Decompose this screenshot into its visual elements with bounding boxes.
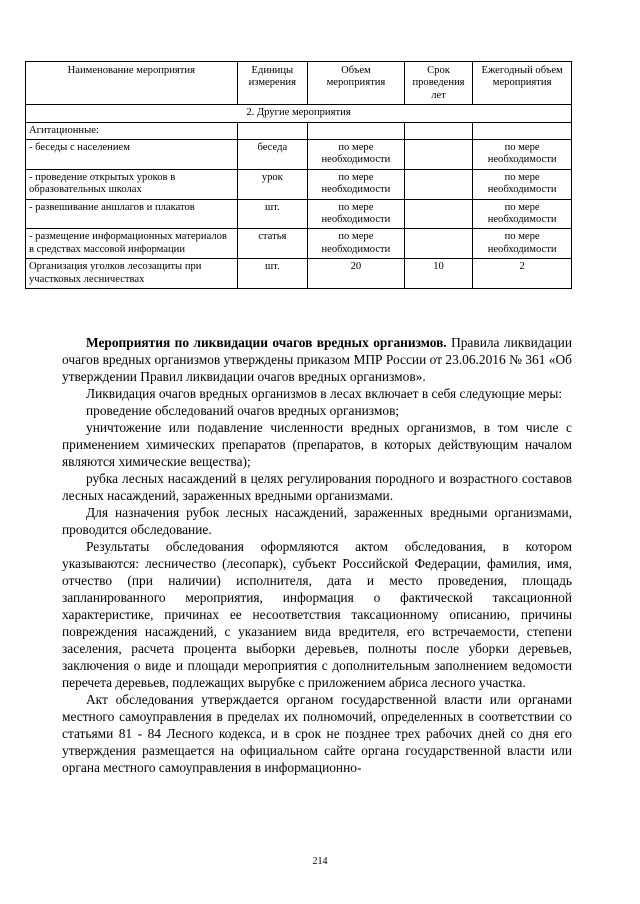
paragraph: проведение обследований очагов вредных организмов; xyxy=(86,403,400,418)
cell-name: Организация уголков лесозащиты при участковых лесничествах xyxy=(26,259,238,289)
cell-annual: по мере необходимости xyxy=(473,140,572,170)
measures-table xyxy=(25,61,572,289)
cell-annual: 2 xyxy=(473,259,572,289)
cell-annual xyxy=(473,122,572,139)
table-row xyxy=(26,199,572,229)
cell-volume: по мере необходимости xyxy=(308,169,405,199)
page-number: 214 xyxy=(312,856,328,867)
section-title: 2. Другие мероприятия xyxy=(26,105,572,122)
paragraph: Акт обследования утверждается органом государственной власти или органами местного самоуправления в пределах их полномочий, определенных в соответствии со статьями 81 - 84 Лесного кодекса, и в срок не позднее трех рабочих дней со дня его утверждения размещается на официальном сайте органа государственной власти или органа местного самоуправления в информационно- xyxy=(62,692,572,775)
paragraph: рубка лесных насаждений в целях регулирования породного и возрастного составов лесных насаждений, зараженных вредными организмами. xyxy=(62,471,572,503)
paragraph xyxy=(62,334,572,385)
paragraph-heading: Мероприятия по ликвидации очагов вредных организмов. xyxy=(86,335,447,350)
cell-period xyxy=(404,140,473,170)
cell-units: шт. xyxy=(237,199,308,229)
table-row xyxy=(26,229,572,259)
paragraph: Результаты обследования оформляются актом обследования, в котором указываются: лесничество (лесопарк), субъект Российской Федерации, фамилия, имя, отчество (при наличии) исполнителя, дата и место проведения, площадь запланированного мероприятия, информация о фактической таксационной характеристике, причинах ее несоответствия таксационному описанию, причины повреждения насаждений, с указанием вида вредителя, его встречаемости, степени заселения, расчета процента выборки деревьев, полноты после уборки деревьев, заключения о виде и площади мероприятия с дополнительным заполнением ведомости перечета деревьев, подлежащих вырубке с приложением абриса лесного участка. xyxy=(62,539,572,690)
table-row xyxy=(26,122,572,139)
table-row xyxy=(26,259,572,289)
cell-annual: по мере необходимости xyxy=(473,169,572,199)
table-row xyxy=(26,140,572,170)
cell-period xyxy=(404,169,473,199)
table-row xyxy=(26,169,572,199)
cell-annual: по мере необходимости xyxy=(473,229,572,259)
section-row xyxy=(26,105,572,122)
paragraph: Для назначения рубок лесных насаждений, зараженных вредными организмами, проводится обследование. xyxy=(62,505,572,537)
header-volume: Объем мероприятия xyxy=(308,62,405,105)
cell-period: 10 xyxy=(404,259,473,289)
cell-units: урок xyxy=(237,169,308,199)
cell-volume: по мере необходимости xyxy=(308,140,405,170)
cell-volume: 20 xyxy=(308,259,405,289)
cell-units: статья xyxy=(237,229,308,259)
cell-period xyxy=(404,229,473,259)
paragraph-text: Правила ликвидации очагов вредных организмов утверждены приказом МПР России от 23.06.2016 № 361 «Об утверждении Правил ликвидации очагов вредных организмов». xyxy=(62,335,573,384)
table-header-row xyxy=(26,62,572,105)
cell-annual: по мере необходимости xyxy=(473,199,572,229)
header-units: Единицы измерения xyxy=(237,62,308,105)
cell-name: - беседы с населением xyxy=(26,140,238,170)
cell-period xyxy=(404,122,473,139)
cell-volume: по мере необходимости xyxy=(308,199,405,229)
cell-units: беседа xyxy=(237,140,308,170)
paragraph: Ликвидация очагов вредных организмов в лесах включает в себя следующие меры: xyxy=(86,386,563,401)
header-annual-volume: Ежегодный объем мероприятия xyxy=(473,62,572,105)
header-period: Срок проведения лет xyxy=(404,62,473,105)
cell-volume xyxy=(308,122,405,139)
cell-name: - проведение открытых уроков в образовательных школах xyxy=(26,169,238,199)
cell-name: Агитационные: xyxy=(26,122,238,139)
cell-period xyxy=(404,199,473,229)
cell-units xyxy=(237,122,308,139)
cell-name: - размещение информационных материалов в средствах массовой информации xyxy=(26,229,238,259)
cell-name: - развешивание аншлагов и плакатов xyxy=(26,199,238,229)
header-name: Наименование мероприятия xyxy=(26,62,238,105)
cell-units: шт. xyxy=(237,259,308,289)
paragraph: уничтожение или подавление численности вредных организмов, в том числе с применением химических препаратов (препаратов, в которых действующим началом являются химические вещества); xyxy=(62,420,572,469)
body-text xyxy=(62,334,572,776)
cell-volume: по мере необходимости xyxy=(308,229,405,259)
